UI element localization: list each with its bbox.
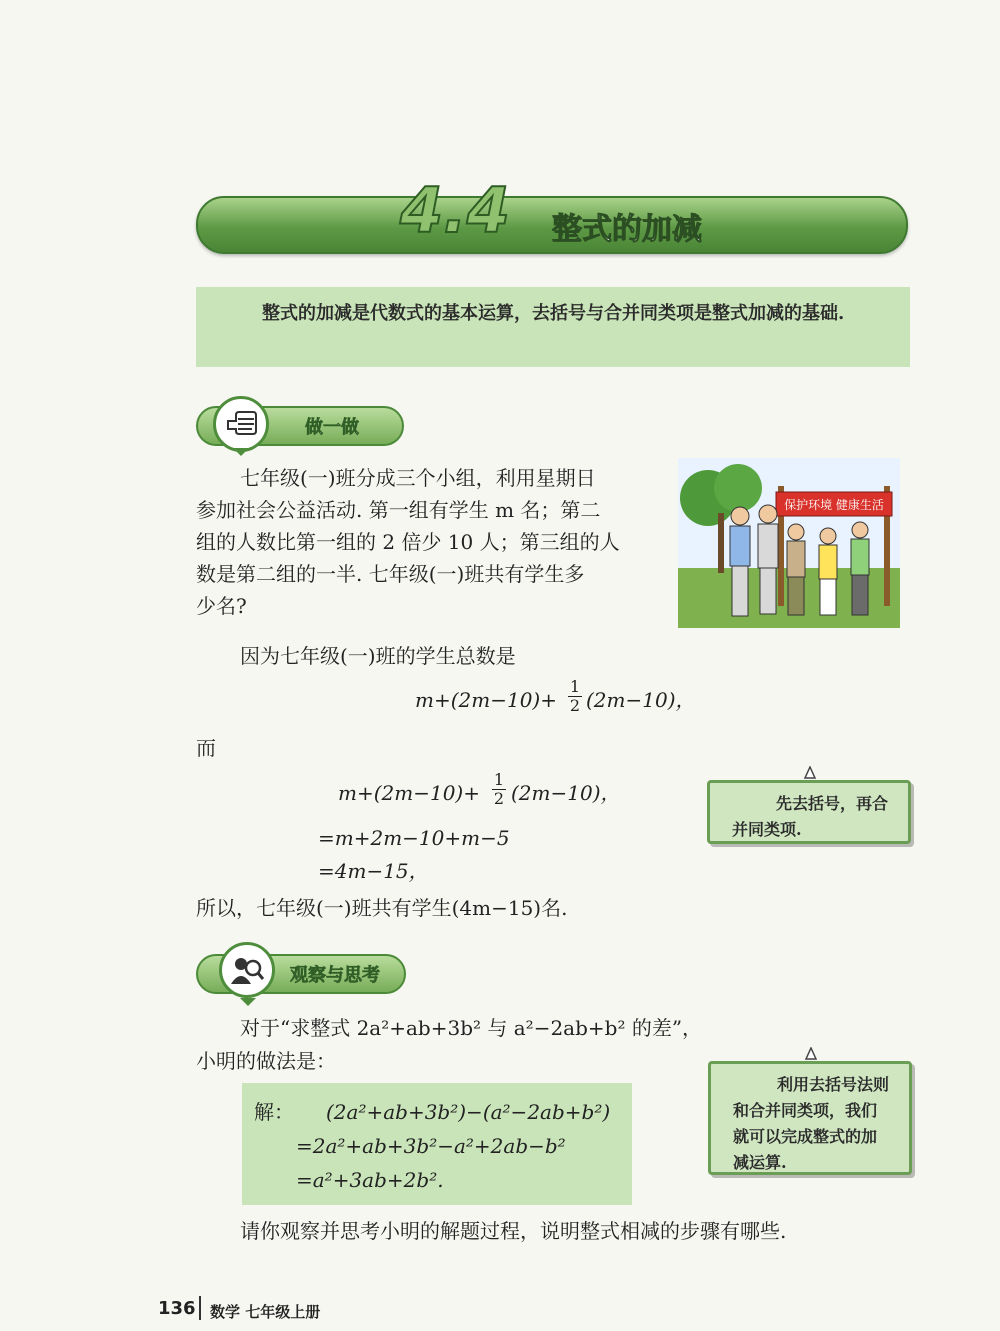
observe-question: 对于“求整式 2a²+ab+3b² 与 a²−2ab+b² 的差”， [240,1016,703,1040]
problem-line-4: 数是第二组的一半. 七年级(一)班共有学生多 [196,562,585,586]
and-word: 而 [196,736,216,760]
book-title: 数学 七年级上册 [210,1303,321,1321]
observe-pill-pointer [240,998,256,1006]
pin-icon-2 [804,1047,818,1061]
work-frac-numerator: 1 [493,770,505,789]
frac-denominator: 2 [569,696,581,715]
pin-icon [803,766,817,780]
problem-line-1: 七年级(一)班分成三个小组，利用星期日 [240,466,596,490]
pill-pointer [233,448,249,456]
intro-box: 整式的加减是代数式的基本运算，去括号与合并同类项是整式加减的基础. [196,287,910,367]
observe-method: 小明的做法是： [196,1049,336,1073]
fraction-half [568,678,582,715]
work-expr-right: (2m−10)， [511,781,621,805]
solution-line-3: =a²+3ab+2b². [296,1168,444,1192]
work-fraction-half [492,771,506,808]
magnifier-person-icon [219,942,275,998]
footer-divider [199,1296,201,1320]
problem-line-5: 少名? [196,594,247,618]
work-frac-denominator: 2 [493,789,505,808]
solution-label: 解： [254,1100,294,1124]
solution-line-2: =2a²+ab+3b²−a²+2ab−b² [296,1134,566,1158]
banner-slogan: 保护环境 健康生活 [784,498,884,512]
section-number: 4.4 [400,174,510,247]
work-expr-left: m+(2m−10)+ [338,781,480,805]
try-it-label: 做一做 [305,417,359,438]
hand-icon [213,396,269,452]
observe-prompt: 请你观察并思考小明的解题过程，说明整式相减的步骤有哪些. [240,1219,787,1243]
expr-right: (2m−10)， [586,688,696,712]
work-step-2: =4m−15， [318,859,429,883]
problem-line-2: 参加社会公益活动. 第一组有学生 m 名；第二 [196,498,601,522]
conclusion-line: 所以，七年级(一)班共有学生(4m−15)名. [196,896,568,920]
expr-left: m+(2m−10)+ [415,688,557,712]
volunteers-illustration [678,458,900,628]
note-brackets: 先去括号，再合并同类项. [707,780,911,844]
solution-line-1: (2a²+ab+3b²)−(a²−2ab+b²) [326,1100,611,1124]
section-title: 整式的加减 [552,212,702,247]
work-step-1: =m+2m−10+m−5 [318,826,510,850]
observe-label: 观察与思考 [290,965,380,986]
problem-line-3: 组的人数比第一组的 2 倍少 10 人；第三组的人 [196,530,620,554]
because-line: 因为七年级(一)班的学生总数是 [240,644,516,668]
page-number: 136 [158,1298,196,1319]
frac-numerator: 1 [569,677,581,696]
note-method: 利用去括号法则和合并同类项，我们就可以完成整式的加减运算. [708,1061,912,1175]
